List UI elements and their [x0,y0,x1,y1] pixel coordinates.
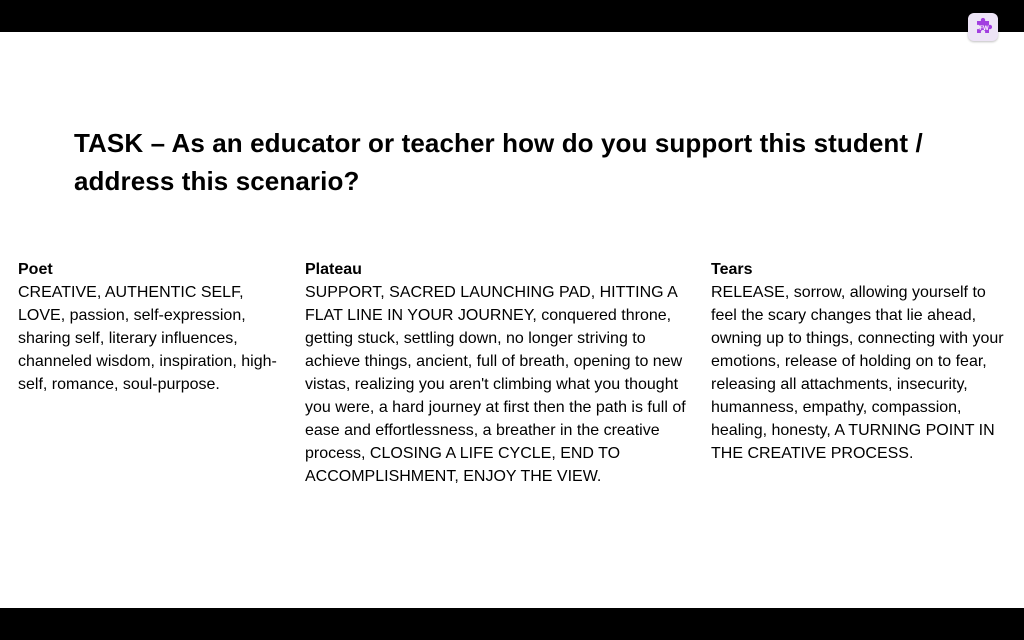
extension-button[interactable] [968,13,998,41]
column-tears [711,258,1011,465]
column-body: CREATIVE, AUTHENTIC SELF, LOVE, passion, self-expression, sharing self, literary influences, channeled wisdom, inspiration, high-self, romance, soul-purpose. [18,284,277,393]
bottom-letterbox-bar [0,608,1024,640]
column-plateau [305,258,700,488]
column-heading: Tears [711,261,753,278]
extension-label: FW [979,26,989,32]
column-body: SUPPORT, SACRED LAUNCHING PAD, HITTING A FLAT LINE IN YOUR JOURNEY, conquered throne, getting stuck, settling down, no longer striving to achieve things, ancient, full of breath, opening to new vistas, realizing you aren't climbing what you thought you were, a hard journey at first then the path is full of ease and effortlessness, a breather in the creative process, CLOSING A LIFE CYCLE, END TO ACCOMPLISHMENT, ENJOY THE VIEW. [305,284,686,485]
slide-title: TASK – As an educator or teacher how do you support this student / address this scenario? [74,128,923,196]
column-heading: Poet [18,261,53,278]
column-poet [18,258,293,396]
puzzle-extension-icon [968,13,998,41]
column-heading: Plateau [305,261,362,278]
column-body: RELEASE, sorrow, allowing yourself to feel the scary changes that lie ahead, owning up to things, connecting with your emotions, release of holding on to fear, releasing all attachments, insecurity, humanness, empathy, compassion, healing, honesty, A TURNING POINT IN THE CREATIVE PROCESS. [711,284,1004,462]
top-letterbox-bar [0,0,1024,32]
slide [0,32,1024,608]
